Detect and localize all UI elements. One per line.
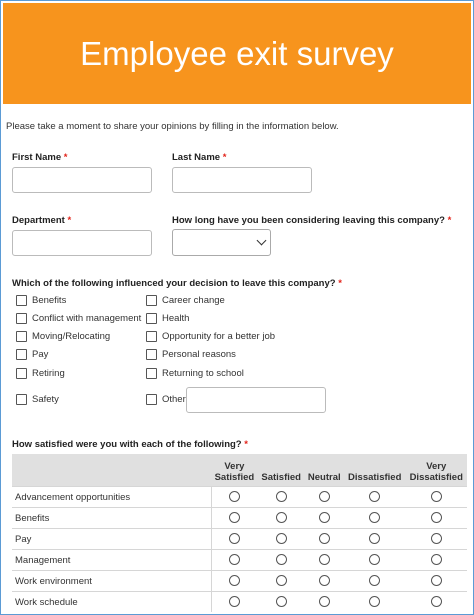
radio-cell: [405, 550, 467, 571]
column-header: [405, 454, 467, 487]
checkbox-label: Benefits: [32, 295, 67, 306]
department-label-text: Department: [12, 215, 65, 226]
radio-button[interactable]: [229, 533, 240, 544]
column-header-line: Very: [224, 461, 245, 472]
matrix-corner-cell: [12, 454, 211, 487]
radio-cell: [344, 550, 406, 571]
radio-button[interactable]: [431, 533, 442, 544]
first-name-input[interactable]: [12, 167, 152, 193]
radio-cell: [405, 487, 467, 508]
checkbox-label: Conflict with management: [32, 313, 142, 324]
required-marker: *: [338, 278, 342, 289]
checkbox-icon[interactable]: [146, 295, 157, 306]
first-name-label: [12, 152, 67, 163]
required-marker: *: [447, 215, 452, 226]
radio-cell: [344, 592, 406, 613]
matrix-row: [12, 571, 467, 592]
checkbox-label: Retiring: [32, 368, 65, 379]
radio-cell: [258, 508, 305, 529]
radio-button[interactable]: [319, 512, 330, 523]
checkbox-retiring[interactable]: [16, 368, 65, 379]
column-header: [344, 454, 406, 487]
matrix-row: [12, 508, 467, 529]
radio-button[interactable]: [229, 491, 240, 502]
radio-button[interactable]: [319, 533, 330, 544]
radio-button[interactable]: [276, 512, 287, 523]
column-header-line: Neutral: [307, 472, 341, 483]
radio-button[interactable]: [431, 575, 442, 586]
radio-cell: [258, 592, 305, 613]
radio-button[interactable]: [431, 491, 442, 502]
radio-button[interactable]: [369, 491, 380, 502]
checkbox-icon[interactable]: [16, 313, 27, 324]
checkbox-conflict-with-management[interactable]: [16, 313, 141, 324]
checkbox-icon[interactable]: [146, 331, 157, 342]
radio-cell: [305, 529, 344, 550]
radio-button[interactable]: [276, 533, 287, 544]
radio-button[interactable]: [276, 554, 287, 565]
matrix-row-label: Management: [12, 550, 211, 571]
radio-cell: [405, 529, 467, 550]
radio-button[interactable]: [319, 596, 330, 607]
radio-cell: [305, 508, 344, 529]
checkbox-personal-reasons[interactable]: [146, 349, 236, 360]
radio-button[interactable]: [369, 533, 380, 544]
chevron-down-icon: [257, 236, 267, 246]
radio-cell: [305, 592, 344, 613]
radio-cell: [305, 550, 344, 571]
considering-label-text: How long have you been considering leaving this company?: [172, 215, 445, 226]
column-header-line: Dissatisfied: [348, 472, 402, 483]
checkbox-opportunity-better-job[interactable]: [146, 331, 275, 342]
checkbox-pay[interactable]: [16, 349, 48, 360]
checkbox-benefits[interactable]: [16, 295, 66, 306]
checkbox-label: Personal reasons: [162, 349, 236, 360]
checkbox-moving-relocating[interactable]: [16, 331, 110, 342]
considering-select[interactable]: [172, 229, 271, 256]
matrix-row-label: Advancement opportunities: [12, 487, 211, 508]
checkbox-returning-to-school[interactable]: [146, 368, 244, 379]
radio-button[interactable]: [431, 554, 442, 565]
other-reason-input[interactable]: [186, 387, 326, 413]
radio-cell: [344, 529, 406, 550]
radio-cell: [258, 487, 305, 508]
column-header-line: Dissatisfied: [409, 472, 463, 483]
radio-cell: [305, 571, 344, 592]
matrix-header-row: [12, 454, 467, 487]
last-name-label: [172, 152, 226, 163]
required-marker: *: [63, 152, 68, 163]
radio-cell: [211, 529, 258, 550]
radio-cell: [211, 550, 258, 571]
radio-button[interactable]: [229, 575, 240, 586]
radio-button[interactable]: [276, 575, 287, 586]
checkbox-other[interactable]: [146, 394, 186, 405]
required-marker: *: [222, 152, 227, 163]
radio-button[interactable]: [229, 512, 240, 523]
radio-button[interactable]: [369, 596, 380, 607]
last-name-input[interactable]: [172, 167, 312, 193]
checkbox-label: Moving/Relocating: [32, 331, 111, 342]
matrix-row: [12, 592, 467, 613]
department-input[interactable]: [12, 230, 152, 256]
checkbox-icon[interactable]: [16, 331, 27, 342]
satisfaction-question: [12, 439, 248, 450]
checkbox-icon[interactable]: [16, 368, 27, 379]
column-header-line: Satisfied: [214, 472, 255, 483]
influences-question-text: Which of the following influenced your decision to leave this company?: [12, 278, 336, 289]
column-header: [305, 454, 344, 487]
radio-button[interactable]: [369, 575, 380, 586]
satisfaction-question-text: How satisfied were you with each of the following?: [12, 439, 242, 450]
radio-button[interactable]: [319, 491, 330, 502]
checkbox-icon[interactable]: [16, 394, 27, 405]
radio-cell: [344, 487, 406, 508]
matrix-row: [12, 529, 467, 550]
radio-cell: [405, 571, 467, 592]
checkbox-icon[interactable]: [16, 349, 27, 360]
checkbox-label: Opportunity for a better job: [162, 331, 276, 342]
radio-cell: [258, 529, 305, 550]
radio-button[interactable]: [369, 554, 380, 565]
checkbox-safety[interactable]: [16, 394, 59, 405]
required-marker: *: [67, 215, 72, 226]
first-name-label-text: First Name: [12, 152, 62, 163]
radio-button[interactable]: [276, 491, 287, 502]
required-marker: *: [244, 439, 248, 450]
radio-button[interactable]: [229, 596, 240, 607]
radio-cell: [258, 550, 305, 571]
radio-cell: [211, 592, 258, 613]
checkbox-icon[interactable]: [16, 295, 27, 306]
radio-cell: [211, 508, 258, 529]
checkbox-label: Health: [162, 313, 190, 324]
checkbox-label: Pay: [32, 349, 49, 360]
radio-button[interactable]: [431, 512, 442, 523]
considering-label: [172, 215, 451, 226]
checkbox-label: Other: [162, 394, 186, 405]
radio-button[interactable]: [276, 596, 287, 607]
column-header-line: Satisfied: [261, 472, 301, 483]
radio-cell: [211, 487, 258, 508]
satisfaction-matrix: [12, 454, 467, 612]
matrix-row-label: Benefits: [12, 508, 211, 529]
radio-cell: [344, 571, 406, 592]
last-name-label-text: Last Name: [172, 152, 221, 163]
radio-cell: [258, 571, 305, 592]
radio-button[interactable]: [431, 596, 442, 607]
radio-cell: [344, 508, 406, 529]
matrix-row: [12, 487, 467, 508]
radio-button[interactable]: [319, 554, 330, 565]
radio-cell: [305, 487, 344, 508]
checkbox-icon[interactable]: [146, 313, 157, 324]
department-label: [12, 215, 71, 226]
radio-cell: [405, 592, 467, 613]
matrix-row-label: Pay: [12, 529, 211, 550]
form-title: Employee exit survey: [80, 34, 394, 72]
radio-cell: [211, 571, 258, 592]
matrix-row-label: Work environment: [12, 571, 211, 592]
intro-text: Please take a moment to share your opinions by filling in the information below.: [6, 121, 339, 132]
form-header: [3, 3, 471, 104]
column-header-line: Very: [426, 461, 447, 472]
matrix-row-label: Work schedule: [12, 592, 211, 613]
radio-button[interactable]: [319, 575, 330, 586]
radio-button[interactable]: [369, 512, 380, 523]
checkbox-icon[interactable]: [146, 349, 157, 360]
radio-button[interactable]: [229, 554, 240, 565]
influences-question: [12, 278, 342, 289]
checkbox-label: Safety: [32, 394, 59, 405]
checkbox-label: Career change: [162, 295, 225, 306]
matrix-row: [12, 550, 467, 571]
checkbox-icon[interactable]: [146, 368, 157, 379]
checkbox-icon[interactable]: [146, 394, 157, 405]
column-header: [211, 454, 258, 487]
checkbox-career-change[interactable]: [146, 295, 225, 306]
checkbox-label: Returning to school: [162, 368, 244, 379]
column-header: [258, 454, 305, 487]
radio-cell: [405, 508, 467, 529]
checkbox-health[interactable]: [146, 313, 189, 324]
